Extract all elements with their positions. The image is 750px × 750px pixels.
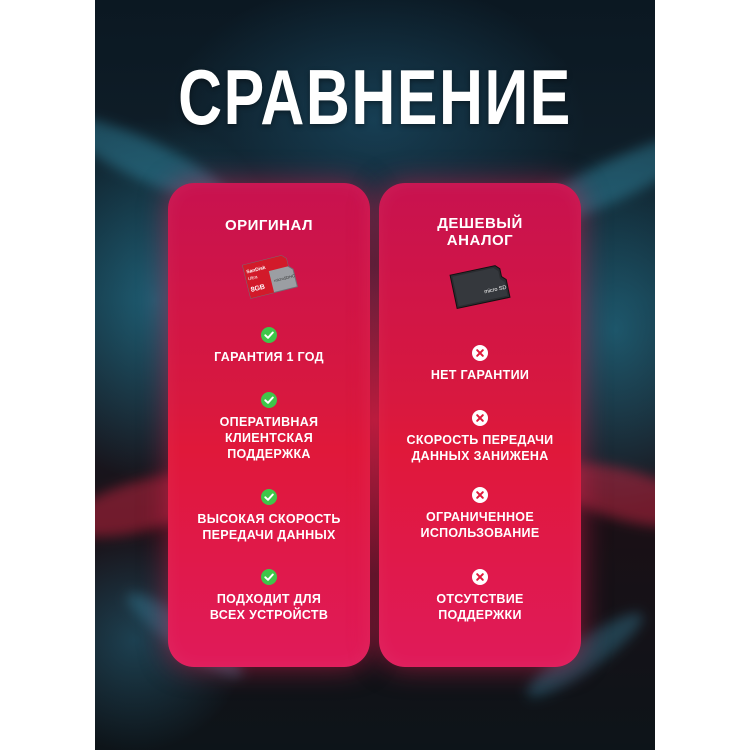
original-feature-1 — [168, 327, 370, 365]
analog-feature-3 — [379, 487, 581, 541]
card-brand-text: SanDisk — [245, 264, 267, 276]
analog-feature-label: НЕТ ГАРАНТИИ — [430, 368, 530, 382]
sandisk-microsd-card-image — [240, 251, 300, 301]
check-icon — [261, 392, 277, 408]
check-icon — [261, 327, 277, 343]
analog-feature-4 — [379, 569, 581, 623]
original-heading: ОРИГИНАЛ — [224, 217, 314, 234]
analog-feature-2 — [379, 410, 581, 464]
analog-feature-1 — [379, 345, 581, 383]
analog-feature-label: СКОРОСТЬ ПЕРЕДАЧИ ДАННЫХ ЗАНИЖЕНА — [406, 433, 554, 463]
analog-card — [379, 183, 581, 667]
original-feature-label: ОПЕРАТИВНАЯ КЛИЕНТСКАЯ ПОДДЕРЖКА — [219, 415, 319, 461]
check-icon — [261, 489, 277, 505]
cross-icon — [472, 569, 488, 585]
analog-heading: ДЕШЕВЫЙ АНАЛОГ — [437, 215, 523, 249]
original-feature-label: ВЫСОКАЯ СКОРОСТЬ ПЕРЕДАЧИ ДАННЫХ — [197, 512, 341, 542]
original-feature-3 — [168, 489, 370, 543]
card-type-text: micro SD — [483, 284, 508, 296]
cross-icon — [472, 487, 488, 503]
check-icon — [261, 569, 277, 585]
card-capacity-text: 8GB — [250, 283, 266, 294]
card-line-text: Ultra — [247, 274, 258, 282]
analog-feature-label: ОГРАНИЧЕННОЕ ИСПОЛЬЗОВАНИЕ — [420, 510, 540, 540]
original-feature-4 — [168, 569, 370, 623]
original-feature-label: ПОДХОДИТ ДЛЯ ВСЕХ УСТРОЙСТВ — [209, 592, 329, 622]
card-type-text: microSDHC — [273, 273, 296, 284]
original-feature-label: ГАРАНТИЯ 1 ГОД — [214, 350, 324, 364]
comparison-poster — [95, 0, 655, 750]
original-feature-2 — [168, 392, 370, 462]
cross-icon — [472, 345, 488, 361]
cross-icon — [472, 410, 488, 426]
page-title: СРАВНЕНИЕ — [178, 53, 572, 141]
analog-feature-label: ОТСУТСТВИЕ ПОДДЕРЖКИ — [436, 592, 524, 622]
generic-microsd-card-image — [445, 261, 517, 311]
original-card — [168, 183, 370, 667]
